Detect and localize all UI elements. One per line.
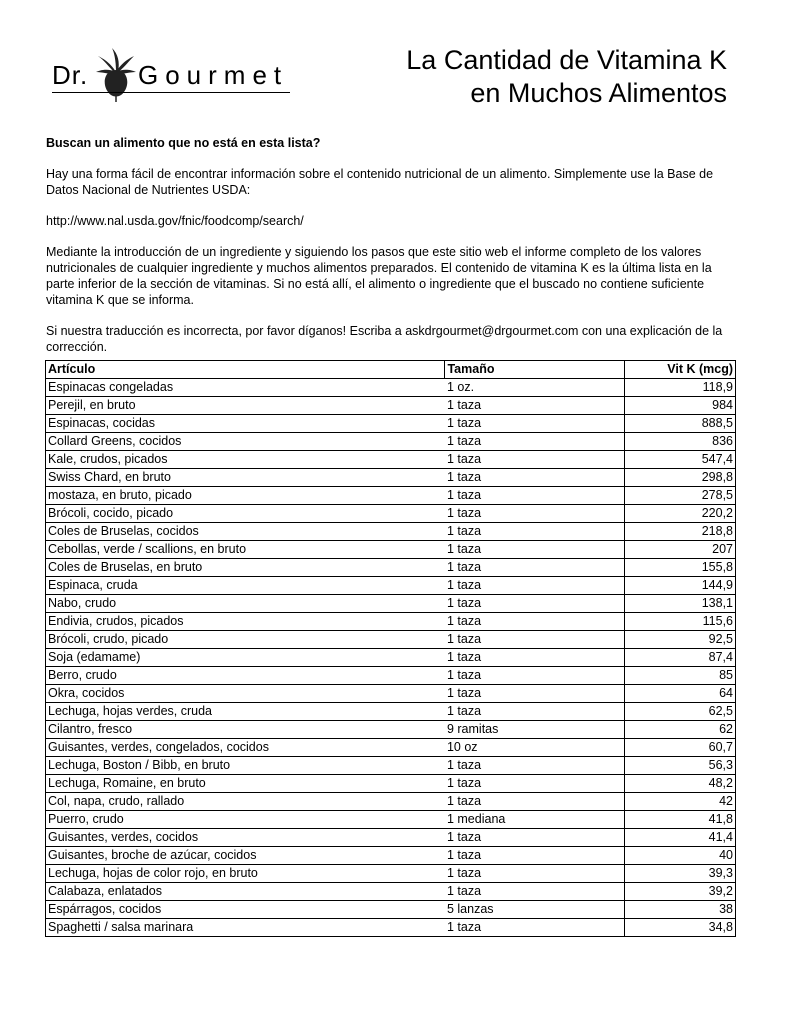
cell-vitk: 34,8	[625, 919, 736, 937]
page-title-line2: en Muchos Alimentos	[470, 78, 727, 108]
cell-size: 1 taza	[445, 559, 625, 577]
cell-size: 1 taza	[445, 685, 625, 703]
cell-vitk: 984	[625, 397, 736, 415]
intro-question: Buscan un alimento que no está en esta lista?	[46, 136, 321, 150]
cell-size: 1 taza	[445, 775, 625, 793]
cell-vitk: 56,3	[625, 757, 736, 775]
table-row	[46, 721, 736, 739]
cell-item: Espinacas, cocidas	[46, 415, 445, 433]
page-header	[0, 0, 791, 130]
cell-size: 1 taza	[445, 523, 625, 541]
cell-vitk: 64	[625, 685, 736, 703]
cell-item: Guisantes, verdes, cocidos	[46, 829, 445, 847]
table-row	[46, 901, 736, 919]
cell-vitk: 888,5	[625, 415, 736, 433]
cell-item: Nabo, crudo	[46, 595, 445, 613]
table-row	[46, 541, 736, 559]
cell-size: 1 taza	[445, 451, 625, 469]
cell-size: 10 oz	[445, 739, 625, 757]
table-row	[46, 451, 736, 469]
cell-item: Col, napa, crudo, rallado	[46, 793, 445, 811]
cell-vitk: 278,5	[625, 487, 736, 505]
cell-size: 1 taza	[445, 757, 625, 775]
cell-vitk: 547,4	[625, 451, 736, 469]
vitamin-k-table	[45, 360, 736, 937]
cell-vitk: 298,8	[625, 469, 736, 487]
cell-item: Espinacas congeladas	[46, 379, 445, 397]
cell-size: 1 taza	[445, 541, 625, 559]
cell-vitk: 836	[625, 433, 736, 451]
cell-size: 1 taza	[445, 469, 625, 487]
cell-item: Guisantes, verdes, congelados, cocidos	[46, 739, 445, 757]
cell-item: Kale, crudos, picados	[46, 451, 445, 469]
cell-size: 1 taza	[445, 613, 625, 631]
usda-url: http://www.nal.usda.gov/fnic/foodcomp/search/	[46, 214, 304, 228]
header-vitk: Vit K (mcg)	[625, 361, 736, 379]
intro-paragraph-3: Si nuestra traducción es incorrecta, por favor díganos! Escriba a askdrgourmet@drgourmet.com con una explicación de la corrección.	[46, 324, 723, 354]
cell-size: 1 taza	[445, 397, 625, 415]
cell-size: 1 oz.	[445, 379, 625, 397]
table-row	[46, 811, 736, 829]
cell-item: Brócoli, cocido, picado	[46, 505, 445, 523]
cell-item: Swiss Chard, en bruto	[46, 469, 445, 487]
table-row	[46, 487, 736, 505]
cell-item: Espinaca, cruda	[46, 577, 445, 595]
cell-vitk: 85	[625, 667, 736, 685]
cell-vitk: 155,8	[625, 559, 736, 577]
cell-item: Calabaza, enlatados	[46, 883, 445, 901]
intro-section	[46, 135, 738, 370]
table-row	[46, 613, 736, 631]
cell-item: Brócoli, crudo, picado	[46, 631, 445, 649]
cell-size: 1 taza	[445, 829, 625, 847]
table-row	[46, 505, 736, 523]
logo-text-dr: Dr.	[52, 60, 89, 90]
table-row	[46, 523, 736, 541]
cell-size: 1 taza	[445, 847, 625, 865]
table-row	[46, 739, 736, 757]
cell-size: 1 taza	[445, 703, 625, 721]
cell-vitk: 42	[625, 793, 736, 811]
cell-size: 1 taza	[445, 883, 625, 901]
cell-size: 1 taza	[445, 577, 625, 595]
cell-item: Endivia, crudos, picados	[46, 613, 445, 631]
cell-vitk: 38	[625, 901, 736, 919]
cell-vitk: 118,9	[625, 379, 736, 397]
logo-text-gourmet: Gourmet	[138, 60, 289, 90]
table-row	[46, 865, 736, 883]
cell-size: 1 taza	[445, 793, 625, 811]
table-row	[46, 631, 736, 649]
table-row	[46, 919, 736, 937]
cell-size: 1 taza	[445, 505, 625, 523]
cell-item: Lechuga, Romaine, en bruto	[46, 775, 445, 793]
logo-underline	[52, 92, 290, 93]
cell-size: 9 ramitas	[445, 721, 625, 739]
cell-item: Perejil, en bruto	[46, 397, 445, 415]
table-row	[46, 829, 736, 847]
cell-item: Soja (edamame)	[46, 649, 445, 667]
cell-item: Lechuga, Boston / Bibb, en bruto	[46, 757, 445, 775]
table-row	[46, 703, 736, 721]
cell-vitk: 115,6	[625, 613, 736, 631]
cell-vitk: 144,9	[625, 577, 736, 595]
cell-vitk: 220,2	[625, 505, 736, 523]
cell-item: Guisantes, broche de azúcar, cocidos	[46, 847, 445, 865]
cell-item: Coles de Bruselas, en bruto	[46, 559, 445, 577]
table-row	[46, 649, 736, 667]
table-row	[46, 379, 736, 397]
table-row	[46, 793, 736, 811]
cell-size: 1 taza	[445, 595, 625, 613]
table-row	[46, 667, 736, 685]
header-size: Tamaño	[445, 361, 625, 379]
table-row	[46, 883, 736, 901]
dr-gourmet-logo	[52, 44, 292, 104]
cell-item: Cilantro, fresco	[46, 721, 445, 739]
header-item: Artículo	[46, 361, 445, 379]
table-row	[46, 415, 736, 433]
cell-vitk: 41,4	[625, 829, 736, 847]
table-row	[46, 685, 736, 703]
cell-size: 1 taza	[445, 865, 625, 883]
table-row	[46, 469, 736, 487]
cell-vitk: 218,8	[625, 523, 736, 541]
cell-vitk: 40	[625, 847, 736, 865]
table-row	[46, 757, 736, 775]
cell-vitk: 39,3	[625, 865, 736, 883]
cell-size: 1 taza	[445, 415, 625, 433]
cell-vitk: 138,1	[625, 595, 736, 613]
cell-size: 1 taza	[445, 487, 625, 505]
table-row	[46, 559, 736, 577]
cell-size: 1 taza	[445, 433, 625, 451]
page-title	[406, 44, 727, 110]
beet-icon	[96, 48, 136, 102]
cell-item: Spaghetti / salsa marinara	[46, 919, 445, 937]
intro-paragraph-1: Hay una forma fácil de encontrar información sobre el contenido nutricional de un alimento. Simplemente use la Base de Datos Nacional de Nutrientes USDA:	[46, 167, 714, 197]
cell-vitk: 41,8	[625, 811, 736, 829]
cell-item: Coles de Bruselas, cocidos	[46, 523, 445, 541]
cell-item: Lechuga, hojas de color rojo, en bruto	[46, 865, 445, 883]
cell-size: 1 taza	[445, 649, 625, 667]
cell-vitk: 62	[625, 721, 736, 739]
table-row	[46, 577, 736, 595]
table-row	[46, 397, 736, 415]
cell-vitk: 60,7	[625, 739, 736, 757]
cell-size: 5 lanzas	[445, 901, 625, 919]
cell-size: 1 taza	[445, 667, 625, 685]
cell-vitk: 48,2	[625, 775, 736, 793]
table-row	[46, 595, 736, 613]
table-header-row	[46, 361, 736, 379]
cell-item: Berro, crudo	[46, 667, 445, 685]
cell-item: Collard Greens, cocidos	[46, 433, 445, 451]
table-row	[46, 433, 736, 451]
cell-item: Espárragos, cocidos	[46, 901, 445, 919]
cell-item: Okra, cocidos	[46, 685, 445, 703]
cell-item: Lechuga, hojas verdes, cruda	[46, 703, 445, 721]
cell-vitk: 207	[625, 541, 736, 559]
intro-paragraph-2: Mediante la introducción de un ingrediente y siguiendo los pasos que este sitio web el informe completo de los valores nutricionales de cualquier ingrediente y muchos alimentos preparados. El contenido de vitamina K es la última lista en la parte inferior de la sección de vitaminas. Si no está allí, el alimento o ingrediente que el buscado no contiene suficiente vitamina K que se informa.	[46, 245, 712, 307]
cell-vitk: 87,4	[625, 649, 736, 667]
cell-item: Cebollas, verde / scallions, en bruto	[46, 541, 445, 559]
cell-item: mostaza, en bruto, picado	[46, 487, 445, 505]
cell-size: 1 taza	[445, 631, 625, 649]
cell-vitk: 92,5	[625, 631, 736, 649]
cell-vitk: 39,2	[625, 883, 736, 901]
cell-size: 1 mediana	[445, 811, 625, 829]
cell-item: Puerro, crudo	[46, 811, 445, 829]
cell-vitk: 62,5	[625, 703, 736, 721]
table-row	[46, 775, 736, 793]
cell-size: 1 taza	[445, 919, 625, 937]
table-row	[46, 847, 736, 865]
page-title-line1: La Cantidad de Vitamina K	[406, 45, 727, 75]
